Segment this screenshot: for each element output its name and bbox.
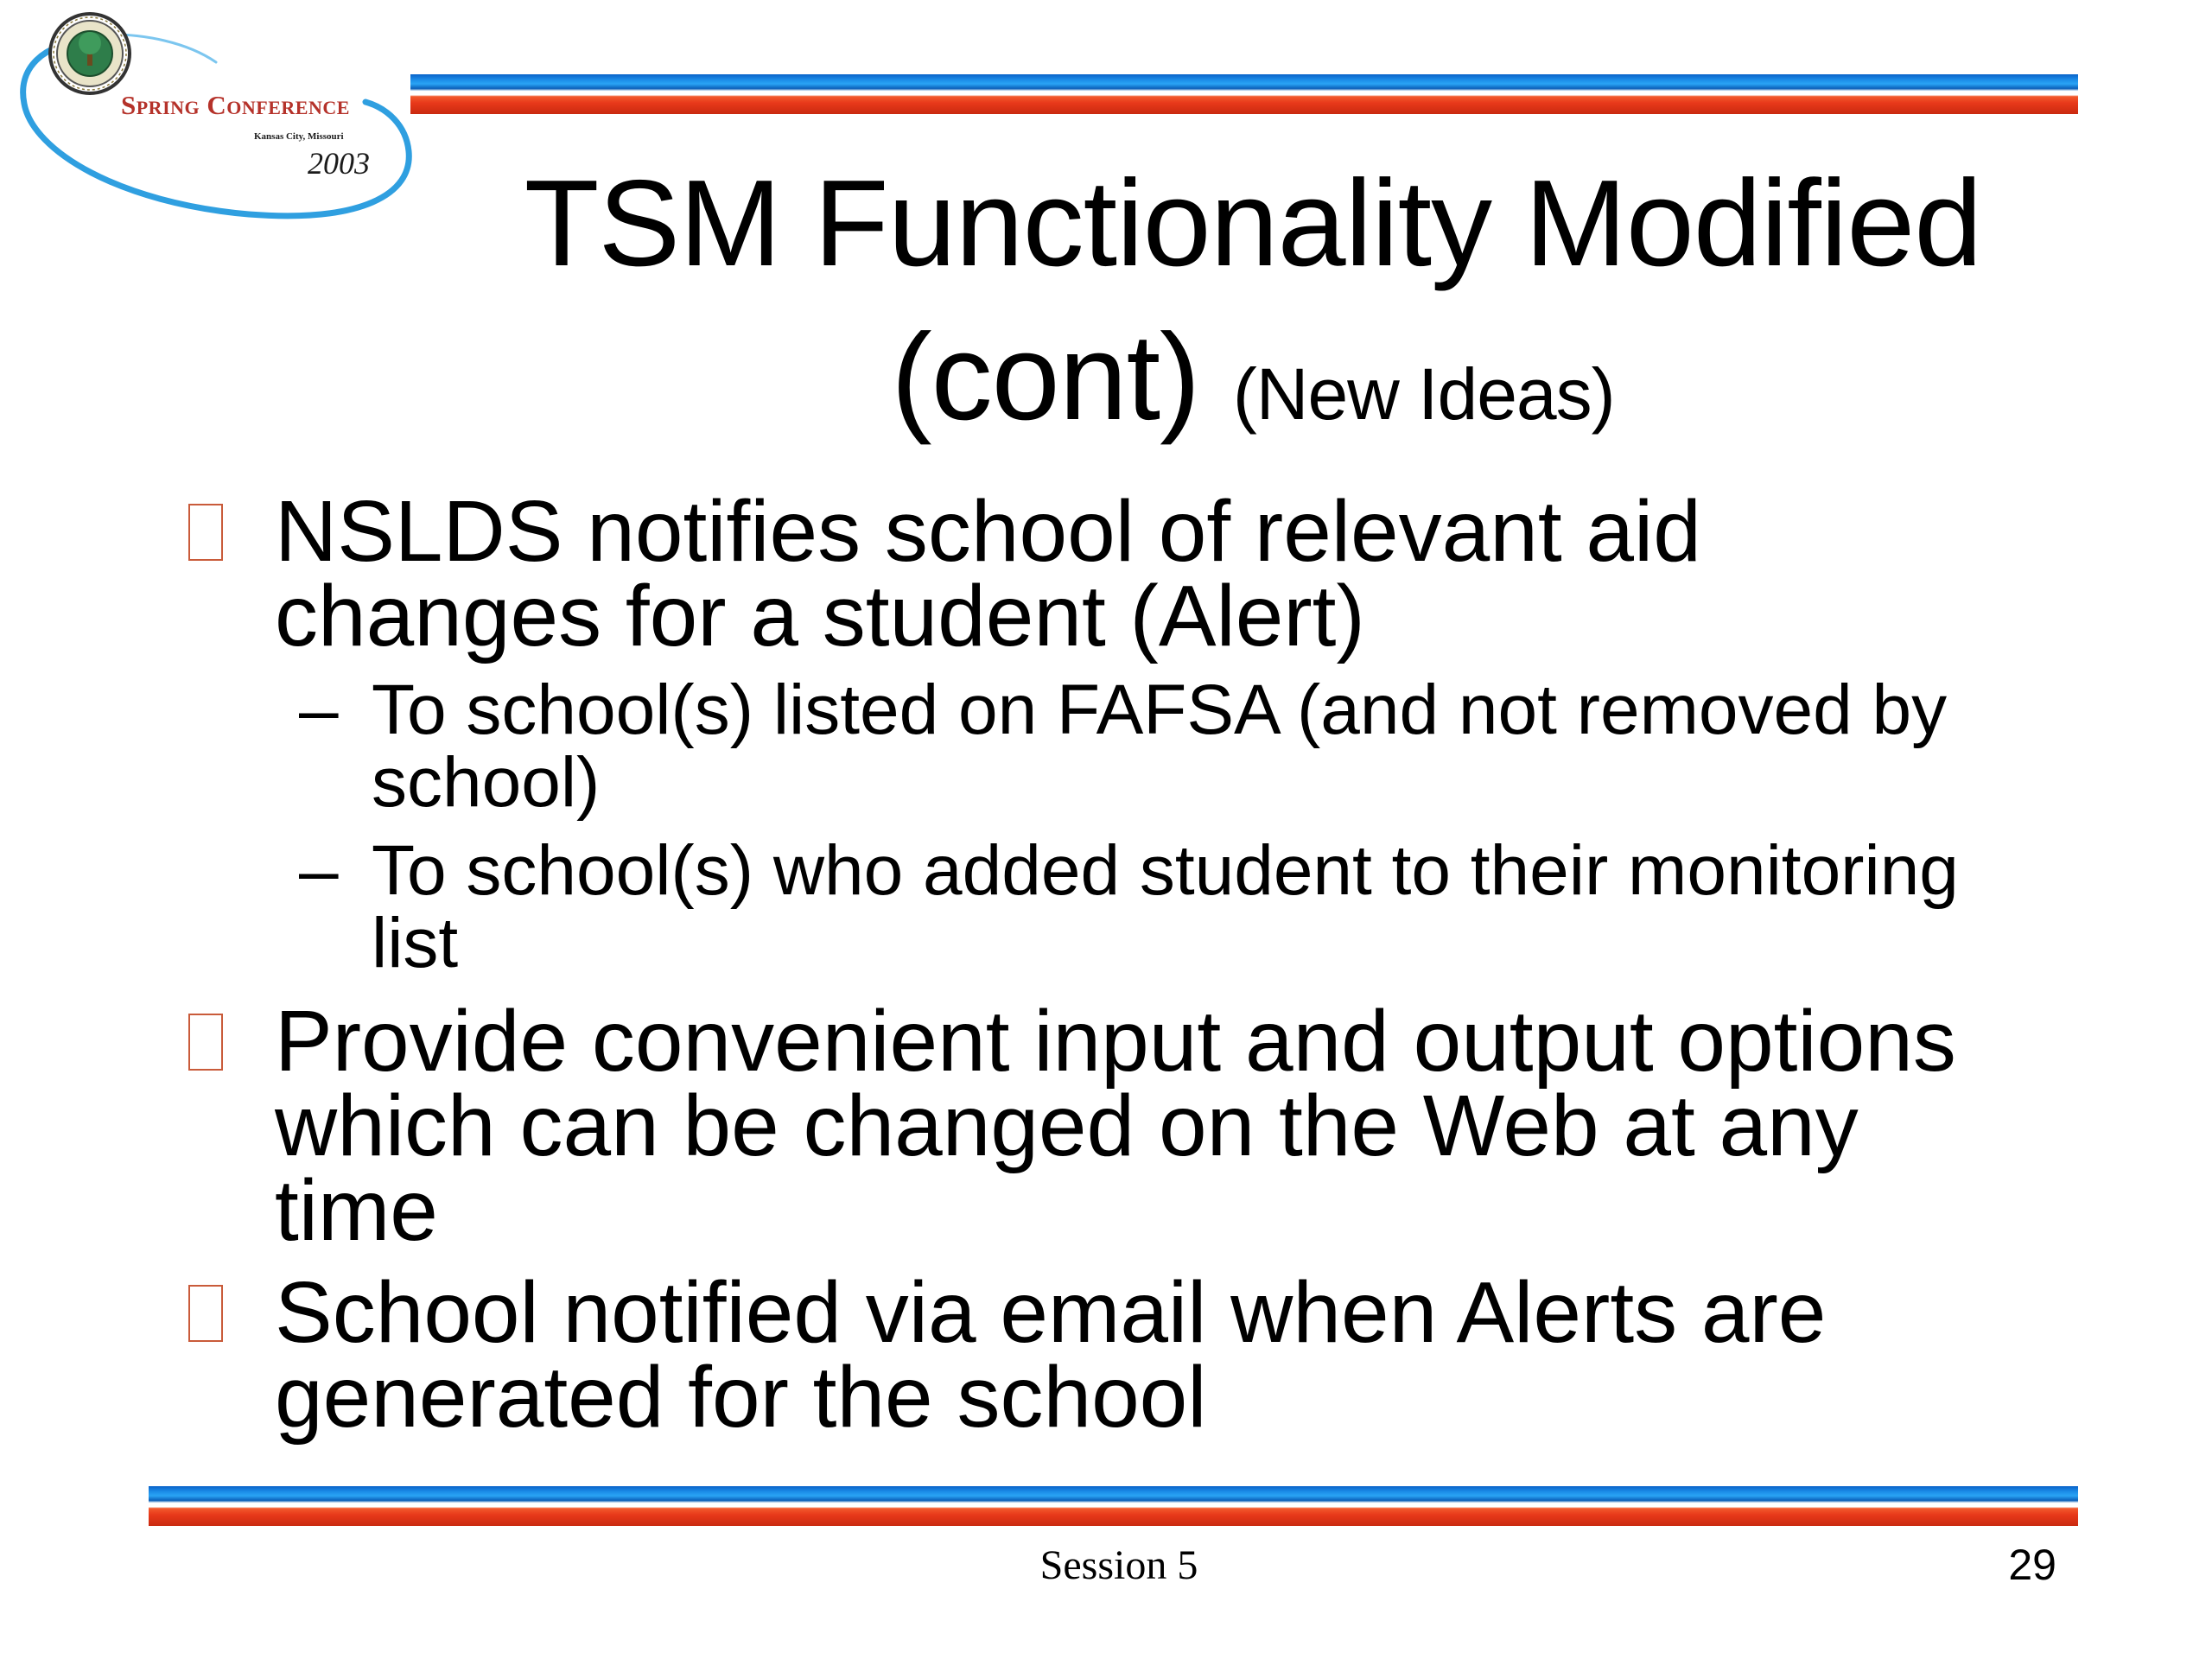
bullet-1 — [275, 483, 2107, 664]
seal-icon — [50, 14, 130, 93]
subitem-1-2 — [372, 831, 2100, 982]
bullet-box-icon — [188, 1285, 223, 1342]
bullet-2 — [275, 993, 2107, 1259]
footer-page-number: 29 — [2008, 1541, 2056, 1589]
bullet-box-icon — [188, 504, 223, 561]
dash-icon: – — [299, 831, 339, 910]
bullet-2-line-3: time — [275, 1162, 438, 1259]
footer-session: Session 5 — [1039, 1542, 1198, 1588]
bullet-3-line-2: generated for the school — [275, 1349, 1207, 1446]
bullet-box-icon — [188, 1014, 223, 1071]
logo-location-text: Kansas City, Missouri — [254, 131, 344, 142]
slide-title — [406, 147, 2100, 471]
title-line-2 — [406, 301, 2100, 471]
bullet-2-line-1: Provide convenient input and output options — [275, 993, 1956, 1090]
subitem-1-2-line-2: list — [372, 904, 459, 982]
bottom-divider-bar — [149, 1486, 2078, 1526]
logo-swoosh-icon — [16, 9, 422, 233]
title-cont: (cont) — [891, 308, 1200, 446]
bullet-1-line-1: NSLDS notifies school of relevant aid — [275, 483, 1701, 580]
logo-conference-text: Spring Conference — [121, 90, 350, 120]
subitem-1-1-line-2: school) — [372, 743, 601, 822]
subitem-1-1-line-1: To school(s) listed on FAFSA (and not removed by — [372, 671, 1948, 749]
bullet-2-line-2: which can be changed on the Web at any — [275, 1077, 1859, 1174]
conference-logo — [16, 9, 422, 233]
bullet-1-line-2: changes for a student (Alert) — [275, 568, 1365, 664]
title-line-1: TSM Functionality Modified — [524, 155, 1982, 292]
bullet-3 — [275, 1264, 2107, 1446]
dash-icon: – — [299, 671, 339, 749]
subitem-1-2-line-1: To school(s) who added student to their monitoring — [372, 831, 1959, 910]
title-subtitle: (New Ideas) — [1232, 353, 1615, 435]
top-divider-bar — [410, 74, 2078, 114]
logo-year-text: 2003 — [308, 146, 370, 181]
subitem-1-1 — [372, 671, 2100, 822]
bullet-3-line-1: School notified via email when Alerts are — [275, 1264, 1827, 1361]
